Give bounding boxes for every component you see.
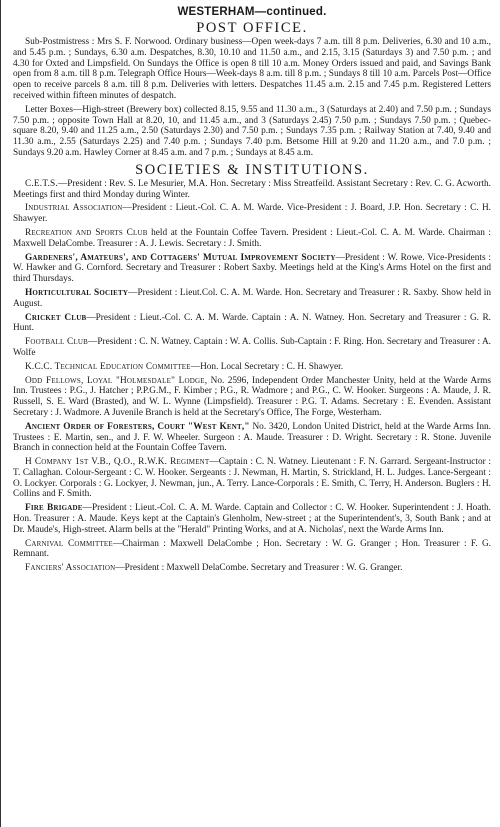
society-name: Fire Brigade	[25, 503, 83, 514]
society-entry-football	[13, 337, 491, 359]
society-name: Recreation and Sports Club	[25, 227, 148, 238]
society-details: No. 2596, Independent Order Manchester Unity, held at the Warde Arms Inn. Trustees : P.G., J. Hatcher ; P.P.G.M., F. Kimber ; P.G., R. Wadmore ; and P.G., C. W. Hooker. Surgeons : A. Maude, J. R. Russell, S. E. Ward (Brasted), and W. L. Wynne (Limpsfield). Treasurer : P.G. T. Adams. Secretary : E. Evenden. Assistant Secretary : J. Wadmore. A Juvenile Branch is held at the Secretary's Office, The Forge, Westerham.	[13, 375, 492, 418]
society-details: —President : Maxwell DelaCombe. Secretary and Treasurer : W. G. Granger.	[115, 563, 403, 574]
society-details: held at the Fountain Coffee Tavern. President : Lieut.-Col. C. A. M. Warde. Chairman : Maxwell DelaCombe. Treasurer : A. J. Lewis. Secretary : J. Smith.	[13, 227, 491, 249]
society-details: —President : Rev. S. Le Mesurier, M.A. Hon. Secretary : Miss Streatfeild. Assistant Secretary : Rev. C. G. Acworth. Meetings first and third Monday during Winter.	[13, 178, 491, 200]
society-name: Cricket Club	[25, 312, 87, 323]
society-name: Fanciers' Association	[25, 563, 116, 574]
society-entry-recreation	[13, 228, 491, 250]
society-entry-carnival	[13, 539, 491, 561]
society-name: Football Club	[25, 337, 89, 348]
society-details: No. 3420, London United District, held at the Warde Arms Inn. Trustees : E. Martin, sen., and J. F. W. Wheeler. Surgeon : A. Maude. Treasurer : D. Wright. Secretary : R. Stone. Juvenile Branch in connection held at the Fountain Coffee Tavern.	[13, 421, 491, 454]
society-name: Gardeners', Amateurs', and Cottagers' Mutual Improvement Society	[25, 252, 336, 263]
society-details: —President : Lieut.-Col. C. A. M. Warde. Captain and Collector : C. W. Hooker. Superintendent : J. Hoath. Hon. Treasurer : A. Maude. Keys kept at the Captain's Glenholm, New-street ; at the Superintendent's, 3, South Bank ; and at Dr. Maude's, High-street. Alarm bells at the "Herald" Printing Works, and at A. Nicholas', next the Warde Arms Inn.	[13, 503, 492, 535]
society-details: —President : Lieut.-Col. C. A. M. Warde. Vice-President : J. Board, J.P. Hon. Secretary : C. H. Shawyer.	[13, 203, 491, 225]
society-entry-gardeners	[13, 253, 491, 285]
society-details: —President : C. N. Watney. Captain : W. A. Collis. Sub-Captain : F. Ring. Hon. Secretary and Treasurer : A. Wolfe	[13, 337, 491, 358]
societies-heading: SOCIETIES & INSTITUTIONS.	[135, 161, 369, 178]
society-details: —President : W. Rowe. Vice-Presidents : W. Hawker and G. Cornford. Secretary and Treasurer : Robert Saxby. Meetings held at the King's Arms Hotel on the first and third Thursdays.	[13, 252, 491, 285]
letter-boxes-paragraph: Letter Boxes—High-street (Brewery box) collected 8.15, 9.55 and 11.30 a.m., 3 (Saturdays at 2.40) and 7.50 p.m. ; Sundays 7.50 p.m. ; opposite Town Hall at 8.20, 10, and 11.45 a.m., and 3 (Saturdays 2.45) 7.50 p.m. ; Sundays 7.50 p.m. ; Quebec-square 8.20, 9.40 and 11.25 a.m., 2.50 (Saturdays 2.30) and 7.50 p.m. ; Sundays 7.35 p.m. ; Railway Station at 7.40, 9.40 and 11.30 a.m., 2.55 (Saturdays 2.25) and 7.40 p.m. ; Sundays 7.40 p.m. Betsome Hill at 9.20 and 11.20 a.m., and 7.0 p.m. ; Sundays 9.20 a.m. Hawley Corner at 8.45 a.m. and 7 p.m. ; Sundays at 8.45 a.m.	[13, 104, 491, 158]
society-name: Ancient Order of Foresters, Court "West Kent,"	[25, 421, 250, 432]
post-office-hours-paragraph: Sub-Postmistress : Mrs S. F. Norwood. Ordinary business—Open week-days 7 a.m. till 8 p.m. Deliveries, 6.30 and 10 a.m., and 5.45 p.m. ; Sundays, 6.30 a.m. Despatches, 8.30, 10.10 and 11.50 a.m., and 2.15, 3.15 (Saturdays 3) and 7.50 p.m. ; and 4.30 for Oxted and Limpsfield. On Sundays the Office is open 8 till 10 a.m. Money Orders issued and paid, and Savings Bank open from 8 a.m. till 8 p.m. Telegraph Office Hours—Week-days 8 a.m. till 8 p.m. ; Sundays 8 till 10 a.m. Parcels Post—Office open to receive parcels 8 a.m. till 8 p.m. Deliveries with letters. Despatches 11.45 a.m. 2.15 and 7.45 p.m. Registered Letters received within fifteen minutes of despatch.	[13, 37, 491, 101]
society-name: H Company 1st V.B., Q.O., R.W.K. Regiment	[25, 457, 210, 468]
society-name: Odd Fellows, Loyal "Holmesdale" Lodge,	[25, 375, 208, 386]
society-details: —Chairman : Maxwell DelaCombe ; Hon. Secretary : W. G. Granger ; Hon. Treasurer : F. G. Remnant.	[13, 538, 492, 560]
running-head: WESTERHAM—continued.	[177, 6, 327, 18]
society-name: Carnival Committee	[25, 538, 113, 549]
society-entry-cricket	[13, 313, 491, 335]
society-entry-fanciers	[13, 563, 491, 574]
society-details: —President : Lieut.-Col. C. A. M. Warde. Captain : A. N. Watney. Hon. Secretary and Treasurer : G. R. Hunt.	[13, 312, 491, 334]
society-entry-fire-brigade	[13, 503, 491, 535]
society-entry-industrial	[13, 203, 491, 225]
society-entry-odd-fellows	[13, 376, 491, 419]
society-entry-horticultural	[13, 288, 491, 310]
society-entry-cets	[13, 179, 491, 201]
society-details: —Hon. Local Secretary : C. H. Shawyer.	[190, 361, 344, 372]
society-details: —President : Lieut.Col. C. A. M. Warde. Hon. Secretary and Treasurer : R. Saxby. Show held in August.	[13, 287, 491, 309]
post-office-heading: POST OFFICE.	[196, 20, 308, 36]
society-entry-foresters	[13, 422, 491, 454]
society-entry-volunteer-company	[13, 457, 491, 500]
society-name: Industrial Association	[25, 203, 123, 214]
society-name: K.C.C. Technical Education Committee	[25, 361, 191, 372]
society-details: —Captain : C. N. Watney. Lieutenant : F. N. Garrard. Sergeant-Instructor : T. Callaghan. Colour-Sergeant : C. W. Hooker. Sergeants : J. Newman, H. Martin, S. Strickland, H. L. Judges. Lance-Sergeant : O. Lockyer. Corporals : G. Lockyer, J. Newman, jun., A. Terry. Lance-Corporals : E. Smith, C. Terry, H. Anderson. Buglers : H. Collins and F. Smith.	[13, 457, 492, 500]
society-entry-technical-education	[13, 362, 491, 373]
society-name: Horticultural Society	[25, 287, 129, 298]
society-name: C.E.T.S.	[25, 178, 58, 189]
